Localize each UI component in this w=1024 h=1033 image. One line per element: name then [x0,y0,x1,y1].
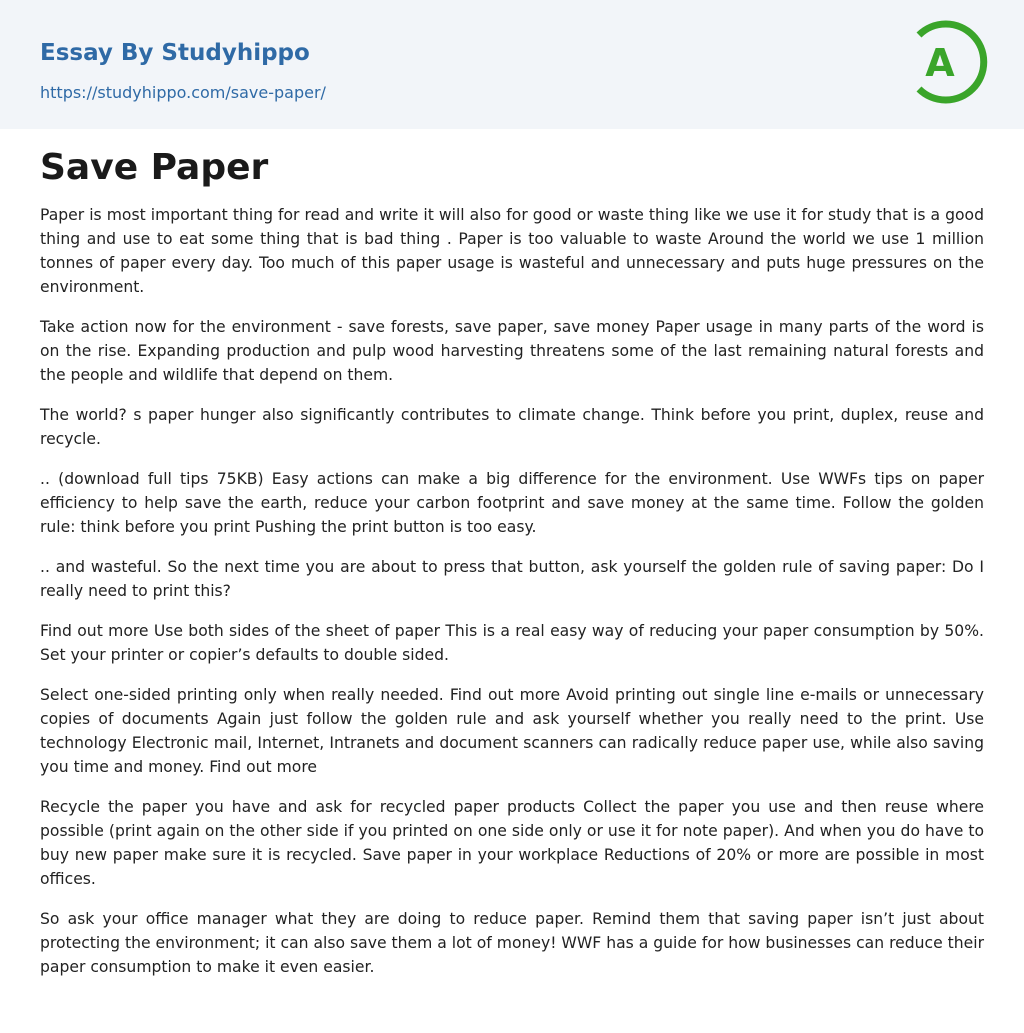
logo-letter: A [925,41,955,85]
essay-paragraph: Take action now for the environment - save forests, save paper, save money Paper usage in many parts of the word is on the rise. Expanding production and pulp wood harvesting threatens some of the last remaining natural forests and the people and wildlife that depend on them. [40,318,984,384]
studyhippo-logo-icon[interactable] [905,17,991,107]
essay-paragraph: The world? s paper hunger also significantly contributes to climate change. Think before you print, duplex, reuse and recycle. [40,406,984,448]
essay-paragraph: .. (download full tips 75KB) Easy actions can make a big difference for the environment. Use WWFs tips on paper efficiency to help save the earth, reduce your carbon footprint and save money at the same time. Follow the golden rule: think before you print Pushing the print button is too easy. [40,470,984,536]
essay-paragraph: Recycle the paper you have and ask for recycled paper products Collect the paper you use and then reuse where possible (print again on the other side if you printed on one side only or use it for note paper). And when you do have to buy new paper make sure it is recycled. Save paper in your workplace Reductions of 20% or more are possible in most offices. [40,798,984,888]
essay-paragraph: So ask your office manager what they are doing to reduce paper. Remind them that saving paper isn’t just about protecting the environment; it can also save them a lot of money! WWF has a guide for how businesses can reduce their paper consumption to make it even easier. [40,910,984,976]
page-title: Save Paper [40,147,269,188]
site-header [0,0,1024,129]
essay-content [40,143,984,979]
essay-paragraph: .. and wasteful. So the next time you are about to press that button, ask yourself the golden rule of saving paper: Do I really need to print this? [40,558,984,600]
essay-paragraph: Find out more Use both sides of the sheet of paper This is a real easy way of reducing your paper consumption by 50%. Set your printer or copier’s defaults to double sided. [40,622,984,664]
site-brand-title: Essay By Studyhippo [40,40,310,66]
essay-paragraph: Select one-sided printing only when really needed. Find out more Avoid printing out single line e-mails or unnecessary copies of documents Again just follow the golden rule and ask yourself whether you really need to the print. Use technology Electronic mail, Internet, Intranets and document scanners can radically reduce paper use, while also saving you time and money. Find out more [40,686,984,776]
essay-url-link[interactable]: https://studyhippo.com/save-paper/ [40,83,326,102]
essay-paragraph: Paper is most important thing for read and write it will also for good or waste thing like we use it for study that is a good thing and use to eat some thing that is bad thing . Paper is too valuable to waste Around the world we use 1 million tonnes of paper every day. Too much of this paper usage is wasteful and unnecessary and puts huge pressures on the environment. [40,206,984,296]
